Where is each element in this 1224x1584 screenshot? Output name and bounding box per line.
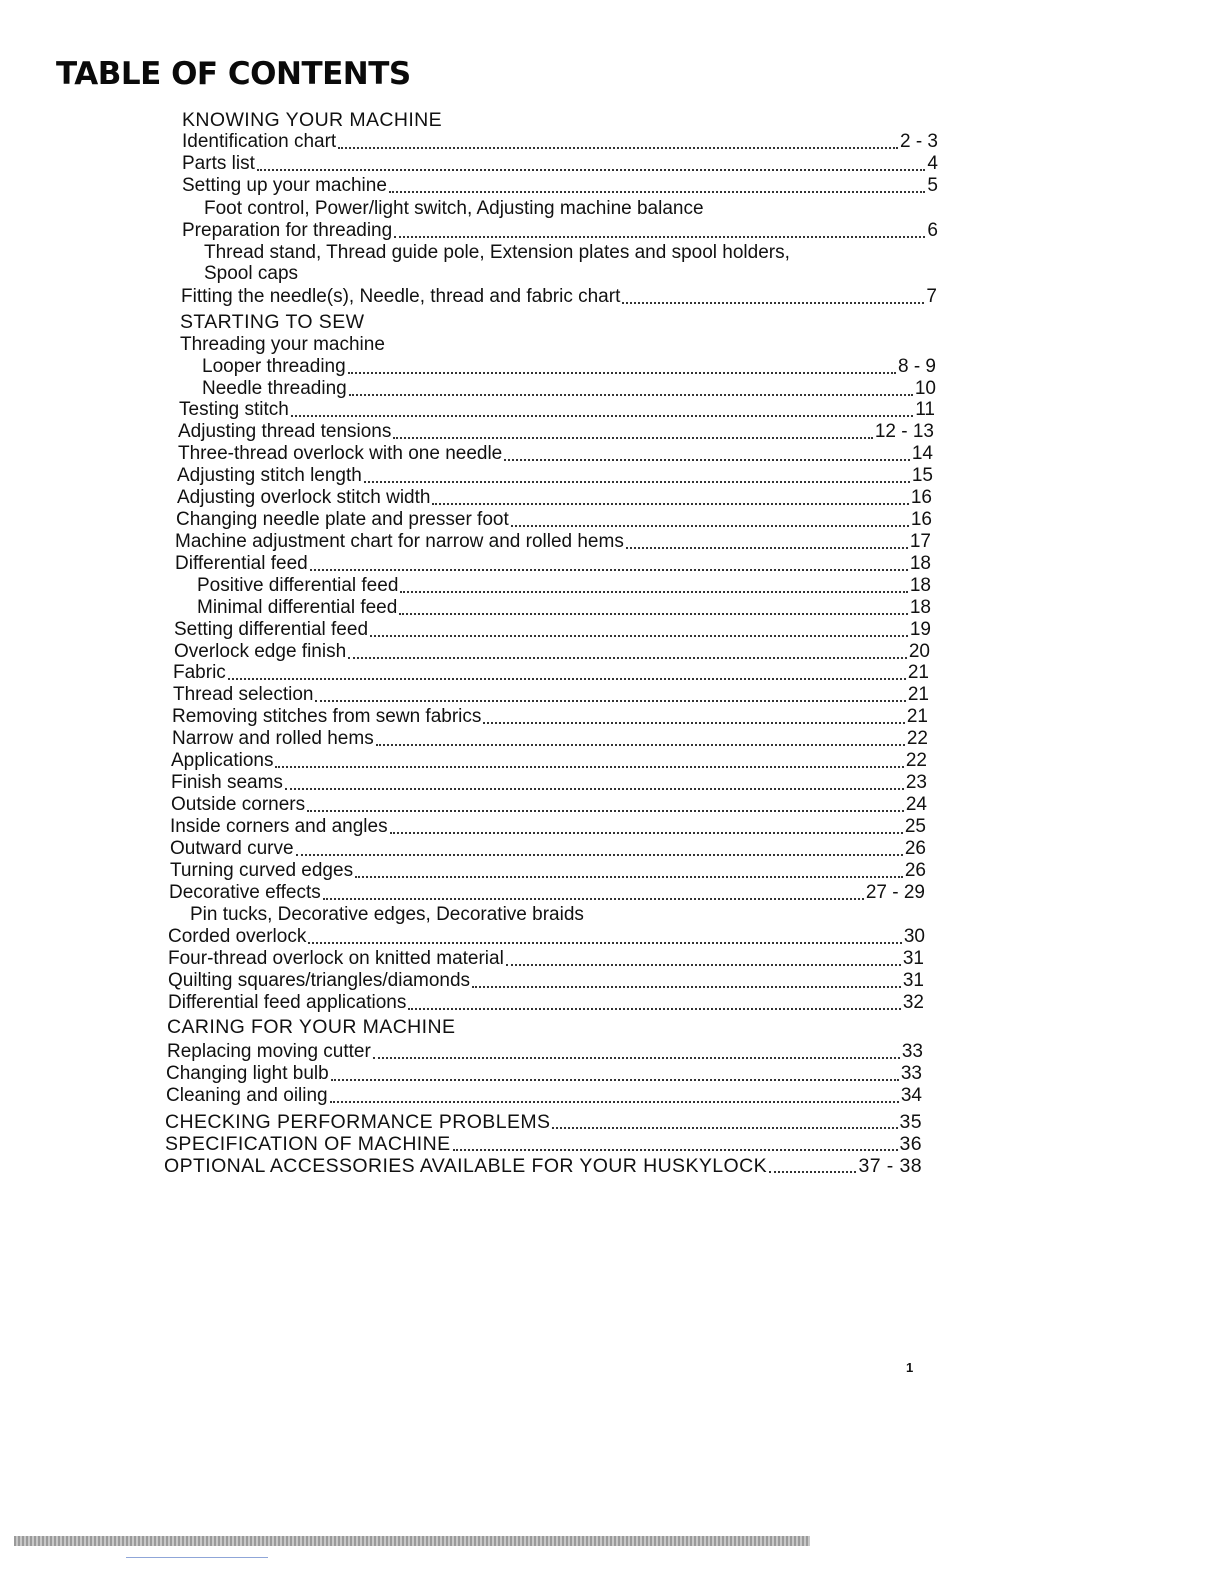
toc-entry[interactable] [168,970,924,992]
entry-label: Overlock edge finish [174,641,347,662]
entry-page: 33 [900,1063,922,1084]
entry-label: CHECKING PERFORMANCE PROBLEMS [165,1111,551,1133]
entry-label: SPECIFICATION OF MACHINE [165,1133,451,1155]
toc-entry[interactable] [166,1085,922,1107]
entry-page: 35 [899,1111,922,1133]
dot-leader [626,547,908,549]
toc-subtext [204,263,298,285]
dot-leader [408,1008,901,1010]
entry-page: 34 [900,1085,922,1106]
entry-page: 21 [906,706,928,727]
section-label: STARTING TO SEW [180,311,365,333]
dot-leader [552,1127,897,1129]
entry-page: 11 [915,399,935,420]
entry-page: 22 [906,728,928,749]
entry-page: 32 [902,992,924,1013]
dot-leader [308,942,902,944]
section-label: CARING FOR YOUR MACHINE [167,1016,456,1038]
entry-label: Needle threading [202,378,347,399]
dot-leader [394,236,925,238]
entry-label: Removing stitches from sewn fabrics [172,706,482,727]
entry-label: Fitting the needle(s), Needle, thread and fabric chart [181,286,621,307]
entry-page: 7 [926,286,937,307]
entry-label: Changing needle plate and presser foot [176,509,509,530]
entry-label: Threading your machine [180,334,385,355]
entry-page: 4 [927,153,938,174]
toc-entry[interactable] [169,882,925,904]
toc-entry[interactable] [180,334,385,356]
entry-page: 18 [909,553,931,574]
entry-label: Looper threading [202,356,346,377]
toc-entry[interactable] [170,816,926,838]
entry-label: Fabric [173,662,226,683]
entry-page: 36 [899,1133,922,1155]
entry-label: Pin tucks, Decorative edges, Decorative braids [190,904,584,925]
toc-entry[interactable] [164,1155,922,1177]
entry-page: 30 [903,926,925,947]
dot-leader [355,876,903,878]
entry-label: Adjusting thread tensions [178,421,392,442]
entry-page: 25 [904,816,926,837]
dot-leader [349,394,913,396]
dot-leader [370,635,908,637]
scan-artifact-line [126,1557,268,1558]
toc-entry[interactable] [202,356,936,378]
entry-label: Replacing moving cutter [167,1041,371,1062]
entry-label: Setting differential feed [174,619,369,640]
page-number: 1 [906,1360,914,1375]
dot-leader [275,766,903,768]
entry-label: Minimal differential feed [197,597,398,618]
entry-page: 31 [902,970,924,991]
toc-entry[interactable] [171,794,927,816]
entry-label: Testing stitch [179,399,289,420]
toc-entry[interactable] [166,1063,922,1085]
entry-label: Foot control, Power/light switch, Adjusting machine balance [204,198,704,219]
toc-entry[interactable] [168,948,924,970]
entry-page: 22 [905,750,927,771]
dot-leader [296,854,903,856]
toc-entry[interactable] [178,421,934,443]
toc-entry[interactable] [174,619,931,641]
entry-label: Differential feed applications [168,992,407,1013]
toc-entry[interactable] [170,838,926,860]
entry-page: 5 [927,175,938,196]
dot-leader [257,169,926,171]
entry-page: 18 [909,575,931,596]
entry-page: 19 [909,619,931,640]
dot-leader [228,678,906,680]
entry-label: Outward curve [170,838,294,859]
toc-entry[interactable] [168,926,925,948]
toc-entry[interactable] [179,399,935,421]
dot-leader [504,459,910,461]
section-label: KNOWING YOUR MACHINE [182,109,443,131]
toc-entry[interactable] [177,465,933,487]
dot-leader [373,1057,900,1059]
entry-page: 33 [901,1041,923,1062]
toc-entry[interactable] [178,443,933,465]
toc-subtext [190,904,584,926]
toc-entry[interactable] [182,175,938,197]
dot-leader [769,1171,857,1173]
entry-label: Outside corners [171,794,306,815]
entry-label: Differential feed [175,553,308,574]
entry-label: Cleaning and oiling [166,1085,328,1106]
dot-leader [432,503,908,505]
dot-leader [330,1101,899,1103]
entry-label: Changing light bulb [166,1063,329,1084]
toc-entry[interactable] [170,860,926,882]
dot-leader [622,302,924,304]
entry-label: Setting up your machine [182,175,387,196]
toc-entry[interactable] [182,131,938,153]
toc-entry[interactable] [182,220,938,242]
toc-subtext [204,242,790,264]
toc-entry[interactable] [181,286,937,308]
entry-label: Thread stand, Thread guide pole, Extension plates and spool holders, [204,242,790,263]
toc-entry[interactable] [171,772,927,794]
entry-page: 16 [910,487,932,508]
entry-label: Decorative effects [169,882,321,903]
dot-leader [506,964,901,966]
dot-leader [393,437,872,439]
dot-leader [511,525,909,527]
entry-label: Corded overlock [168,926,307,947]
dot-leader [390,832,903,834]
toc-entry[interactable] [172,706,928,728]
entry-page: 2 - 3 [899,131,938,152]
dot-leader [291,415,913,417]
dot-leader [338,147,898,149]
entry-page: 23 [905,772,927,793]
entry-label: Positive differential feed [197,575,399,596]
entry-page: 12 - 13 [874,421,934,442]
dot-leader [331,1079,899,1081]
entry-label: Inside corners and angles [170,816,388,837]
dot-leader [315,700,905,702]
entry-page: 16 [910,509,932,530]
entry-label: Adjusting overlock stitch width [177,487,431,508]
entry-page: 37 - 38 [858,1155,922,1177]
entry-page: 18 [909,597,931,618]
entry-label: Finish seams [171,772,283,793]
entry-label: Three-thread overlock with one needle [178,443,503,464]
toc-entry[interactable] [172,728,928,750]
toc-subtext [204,198,704,220]
entry-label: Machine adjustment chart for narrow and rolled hems [175,531,624,552]
entry-page: 31 [902,948,924,969]
dot-leader [376,744,905,746]
toc-entry[interactable] [197,597,931,619]
entry-label: Spool caps [204,263,299,284]
toc-entry[interactable] [167,1041,923,1063]
toc-entry[interactable] [165,1111,922,1133]
dot-leader [364,481,910,483]
entry-label: Turning curved edges [170,860,354,881]
toc-entry[interactable] [176,509,932,531]
page-title: TABLE OF CONTENTS [56,56,411,92]
entry-page: 10 [914,378,936,399]
entry-page: 6 [927,220,938,241]
entry-label: OPTIONAL ACCESSORIES AVAILABLE FOR YOUR HUSKYLOCK [164,1155,767,1177]
entry-label: Four-thread overlock on knitted material [168,948,504,969]
toc-entry[interactable] [171,750,927,772]
dot-leader [389,191,926,193]
dot-leader [453,1149,898,1151]
entry-label: Thread selection [173,684,314,705]
entry-page: 26 [904,838,926,859]
entry-label: Applications [171,750,274,771]
scan-artifact-bar [14,1536,810,1546]
section-heading [180,311,364,333]
dot-leader [399,613,908,615]
toc-entry[interactable] [175,553,931,575]
section-heading [182,109,442,131]
dot-leader [310,569,908,571]
dot-leader [285,788,904,790]
dot-leader [472,986,901,988]
toc-entry[interactable] [175,531,931,553]
entry-page: 26 [904,860,926,881]
toc-entry[interactable] [177,487,932,509]
entry-label: Identification chart [182,131,337,152]
toc-entry[interactable] [202,378,936,400]
toc-entry[interactable] [197,575,931,597]
dot-leader [323,898,864,900]
entry-page: 20 [908,641,930,662]
entry-page: 17 [909,531,931,552]
entry-label: Adjusting stitch length [177,465,362,486]
dot-leader [400,591,907,593]
entry-page: 8 - 9 [897,356,936,377]
entry-label: Quilting squares/triangles/diamonds [168,970,471,991]
dot-leader [348,372,896,374]
dot-leader [483,722,904,724]
entry-page: 14 [911,443,933,464]
entry-label: Preparation for threading [182,220,393,241]
toc-entry[interactable] [168,992,924,1014]
toc-entry[interactable] [174,641,930,663]
entry-page: 27 - 29 [865,882,925,903]
dot-leader [307,810,904,812]
toc-entry[interactable] [173,662,929,684]
toc-entry[interactable] [165,1133,922,1155]
toc-entry[interactable] [173,684,929,706]
section-heading [167,1016,455,1038]
entry-page: 24 [905,794,927,815]
entry-label: Narrow and rolled hems [172,728,374,749]
entry-page: 15 [911,465,933,486]
entry-label: Parts list [182,153,255,174]
toc-entry[interactable] [182,153,938,175]
dot-leader [348,657,907,659]
entry-page: 21 [907,662,929,683]
entry-page: 21 [907,684,929,705]
